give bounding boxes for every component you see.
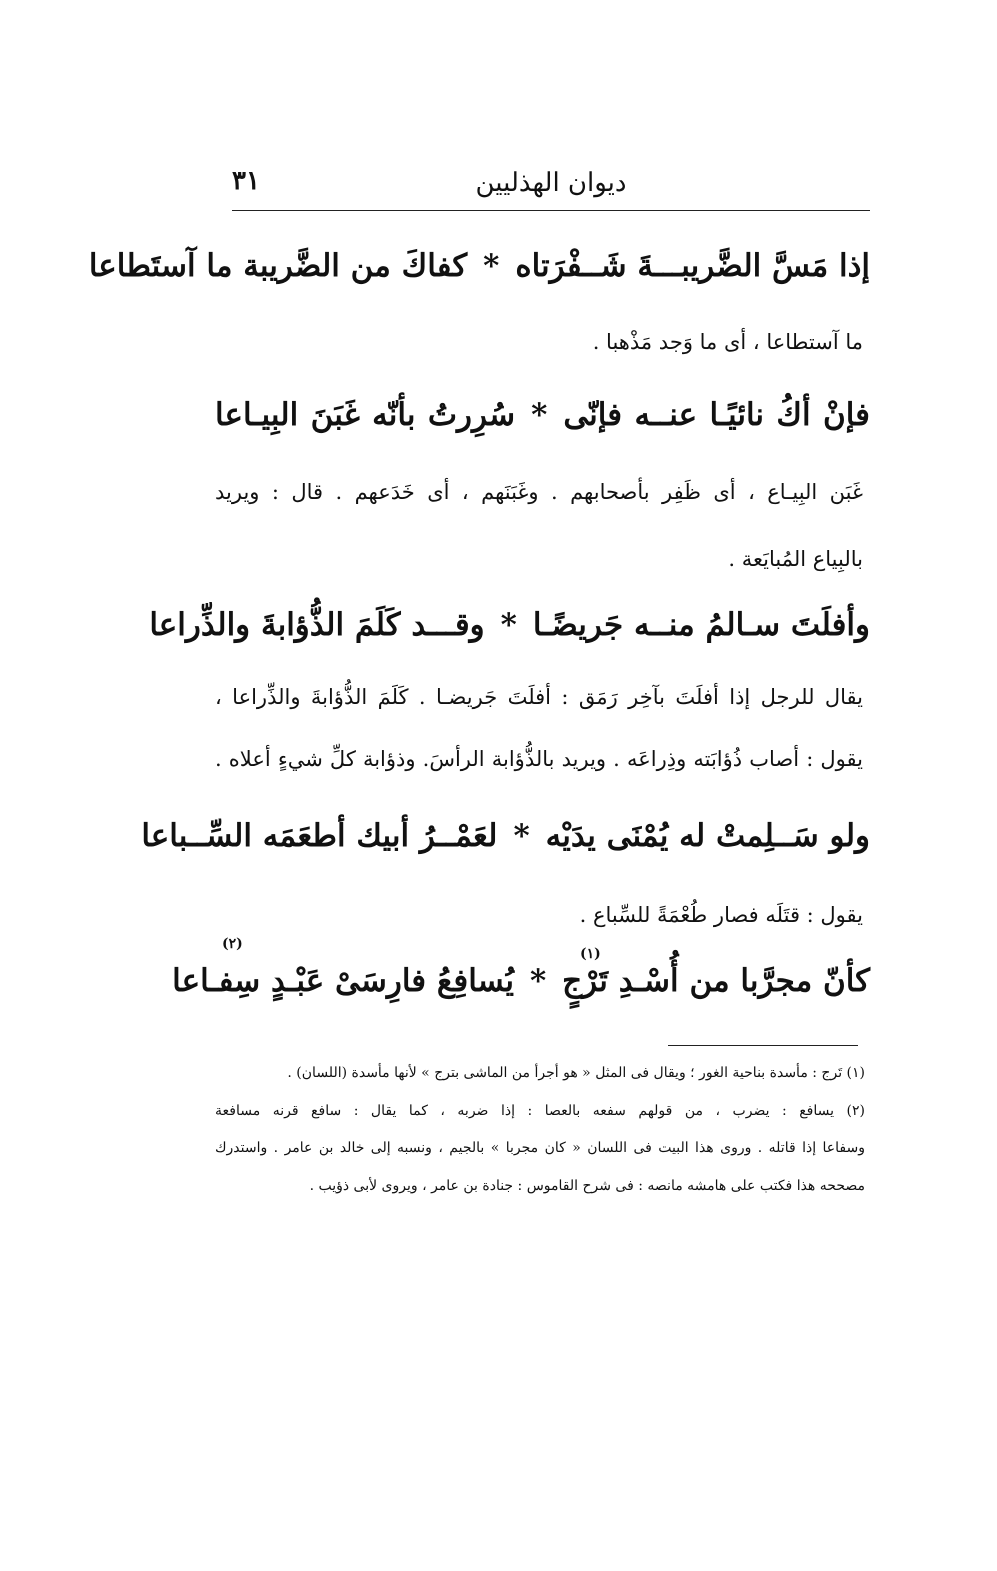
verse-separator: * [531,397,548,433]
verse-second-hemistich: لعَمْــرُ أبيك أطعَمَه السِّــباعا [141,818,498,854]
commentary-line: يقول : أصاب ذُؤابَته وذِراعَه . ويريد بالذُّؤابة الرأسَ. وذؤابة كلِّ شيءٍ أعلاه . [215,747,863,771]
footnote-line: وسفاعا إذا قاتله . وروى هذا البيت فى اللسان « كان مجربا » بالجيم ، ونسبه إلى خالد بن عامر . واستدرك [215,1140,865,1156]
page-header [232,160,870,210]
verse-first-hemistich: كأنّ مجرَّبا من أُسْـدِ تَرْجٍ [562,963,870,999]
verse-second-hemistich: سُرِرتُ بأنّه غَبَنَ البِيـاعا [215,397,516,433]
verse-second-hemistich: يُسافِعُ فارِسَىْ عَبْـدٍ سِفـاعا [172,963,514,999]
verse-separator: * [513,818,530,854]
verse-first-hemistich: إذا مَسَّ الضَّريبـــةَ شَــفْرَتاه [515,248,870,284]
page-number: ٣١ [232,166,260,196]
verse-line [149,607,870,643]
footnote-marker: (١) [580,946,601,962]
verse-second-hemistich: وقـــد كَلَمَ الذُّؤابةَ والذِّراعا [149,607,485,643]
header-rule [232,210,870,211]
commentary-line: يقول : قتَلَه فصار طُعْمَةً للسِّباع . [579,903,863,927]
verse-line [141,818,870,854]
verse-separator: * [529,963,547,999]
footnote-line: مصححه هذا فكتب على هامشه مانصه : فى شرح القاموس : جنادة بن عامر ، ويروى لأبى ذؤيب . [309,1178,865,1194]
footnote-marker: (٢) [222,936,243,952]
verse-first-hemistich: فإنْ أكُ نائيًـا عنــه فإنّى [563,397,870,433]
verse-first-hemistich: وأفلَتَ سـالمُ منــه جَريضًـا [532,607,870,643]
running-title: ديوان الهذليين [475,168,627,198]
verse-line [215,397,870,433]
commentary-line: غَبَن البِيـاع ، أى ظَفِر بأصحابهم . وغَبَنَهم ، أى خَدَعهم . قال : ويريد [215,480,863,504]
verse-line [88,248,870,284]
verse-line [172,963,870,999]
verse-second-hemistich: كفاكَ من الضَّريبة ما آستَطاعا [88,248,468,284]
commentary-line: يقال للرجل إذا أفلَتَ بآخِر رَمَق : أفلَتَ جَريضـا . كَلَمَ الذُّؤابةَ والذِّراعا ، [215,685,863,709]
commentary-line: ما آستطاعا ، أى ما وَجد مَذْهبا . [592,330,863,354]
footnote-rule [668,1045,858,1046]
verse-separator: * [500,607,517,643]
footnote-line: (١) تَرج : مأسدة بناحية الغور ؛ ويقال فى المثل « هو أجرأ من الماشى بترج » لأنها مأسدة (اللسان) . [287,1065,865,1081]
verse-first-hemistich: ولو سَــلِمتْ له يُمْنَى يدَيْه [545,818,870,854]
verse-separator: * [483,248,500,284]
footnote-line: (٢) يسافع : يضرب ، من قولهم سفعه بالعصا : إذا ضربه ، كما يقال : سافع قرنه مسافعة [215,1103,865,1119]
commentary-line: بالبِياع المُبايَعة . [728,547,863,571]
